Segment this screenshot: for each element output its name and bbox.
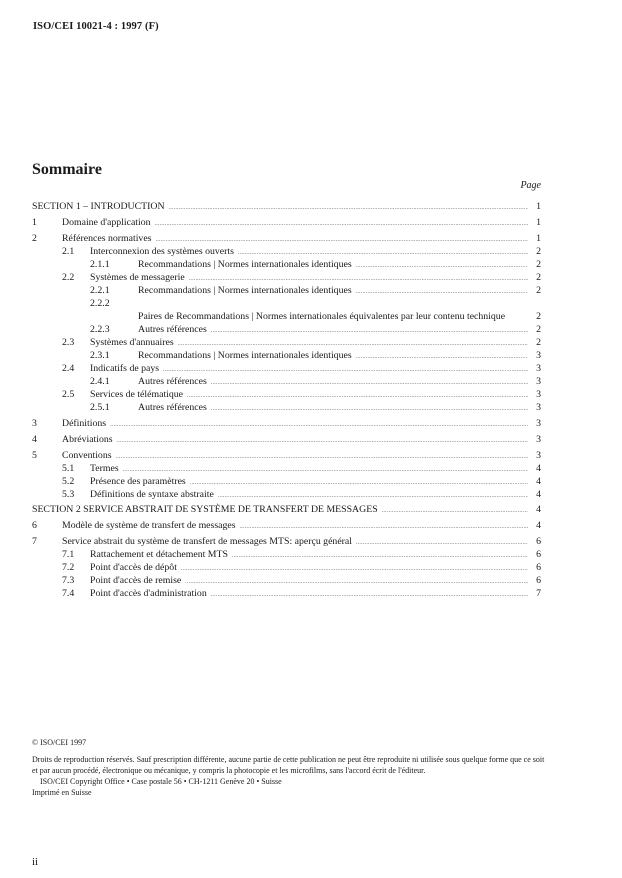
toc-entry[interactable] [32,548,541,561]
toc-entry-number: 2.2.2 [90,297,110,309]
toc-dot-leader [190,480,528,486]
toc-entry[interactable] [32,215,541,229]
toc-dot-leader [169,205,528,211]
toc-entry[interactable] [32,432,541,446]
toc-entry-number: 3 [32,417,37,429]
printed-in: Imprimé en Suisse [32,788,92,797]
toc-entry[interactable] [32,534,541,548]
toc-entry-page: 3 [536,349,541,361]
toc-entry-title: Rattachement et détachement MTS [90,549,228,560]
toc-dot-leader [356,263,528,269]
toc-entry[interactable] [32,284,541,297]
toc-dot-leader [116,454,528,460]
toc-dot-leader [189,276,528,282]
toc-dot-leader [185,579,528,585]
toc-entry-page: 6 [536,562,541,573]
toc-entry-page: 1 [536,216,541,228]
toc-entry-page: 3 [536,417,541,429]
copyright-line: © ISO/CEI 1997 [32,738,87,747]
toc-entry-title: Recommandations | Normes internationales identiques [138,284,352,296]
toc-entry-title: Conventions [62,449,112,461]
toc-entry-number: 2.2 [62,271,75,283]
toc-entry-title: Indicatifs de pays [90,362,160,374]
toc-entry[interactable] [32,200,541,213]
toc-entry[interactable] [32,271,541,284]
toc-entry-number: 6 [32,520,37,531]
toc-entry-number: 5.1 [62,462,75,474]
toc-entry-number: 7 [32,536,37,547]
toc-entry[interactable] [32,561,541,574]
toc-entry-title: Modèle de système de transfert de messages [62,520,236,531]
toc-entry-title: Autres références [138,401,207,413]
toc-entry[interactable] [32,401,541,414]
toc-entry[interactable] [32,362,541,375]
toc-entry-page: 3 [536,388,541,400]
toc-entry-page: 2 [536,258,541,270]
toc-entry-title: Autres références [138,323,207,335]
toc-entry-number: 2.2.3 [90,323,110,335]
toc-entry-title: SECTION 1 – INTRODUCTION [32,200,165,212]
toc-dot-leader [382,508,528,514]
toc-entry[interactable] [32,488,541,501]
toc-entry-page: 2 [536,284,541,296]
toc-entry[interactable] [32,518,541,532]
toc-entry-page: 6 [536,549,541,560]
toc-entry-number: 7.4 [62,588,75,599]
toc-entry-page: 1 [536,232,541,244]
toc-entry-page: 4 [536,475,541,487]
toc-dot-leader [181,566,528,572]
toc-dot-leader [178,341,528,347]
toc-entry-page: 2 [536,323,541,335]
toc-entry[interactable] [32,375,541,388]
toc-entry[interactable] [32,475,541,488]
toc-entry-number: 2 [32,232,37,244]
toc-entry-number: 5.2 [62,475,75,487]
toc-entry-number: 2.5.1 [90,401,110,413]
page-column-label: Page [520,180,541,191]
toc-entry[interactable] [32,245,541,258]
toc-dot-leader [117,438,528,444]
page-title: Sommaire [32,161,102,178]
toc-entry-number: 2.3.1 [90,349,110,361]
toc-entry-page: 3 [536,375,541,387]
toc-dot-leader [356,540,528,546]
toc-entry-page: 4 [536,520,541,531]
toc-entry-page: 3 [536,433,541,445]
toc-entry-page: 3 [536,362,541,374]
toc-entry-title: Définitions [62,417,107,429]
toc-entry-number: 7.1 [62,549,75,560]
toc-entry-number: 7.3 [62,575,75,586]
toc-dot-leader [163,367,528,373]
toc-dot-leader [356,289,528,295]
toc-dot-leader [123,467,528,473]
toc-entry-title: Services de télématique [90,388,184,400]
toc-entry[interactable] [32,231,541,245]
toc-dot-leader [211,380,528,386]
toc-dot-leader [211,406,528,412]
toc-entry-number: 5 [32,449,37,461]
toc-entry-page: 2 [536,271,541,283]
toc-entry-title: Autres références [138,375,207,387]
toc-entry-title: SECTION 2 SERVICE ABSTRAIT DE SYSTÈME DE TRANSFERT DE MESSAGES [32,504,378,515]
toc-entry-title: Recommandations | Normes internationales identiques [138,258,352,270]
toc-entry-title: Définitions de syntaxe abstraite [90,488,214,500]
toc-entry-number: 2.2.1 [90,284,110,296]
toc-entry[interactable] [32,336,541,349]
toc-entry-title: Service abstrait du système de transfert de messages MTS: aperçu général [62,536,352,547]
toc-dot-leader [155,221,528,227]
toc-entry-title: Systèmes de messagerie [90,271,185,283]
toc-entry[interactable] [32,587,541,600]
toc-entry-page: 3 [536,449,541,461]
toc-entry-number: 2.5 [62,388,75,400]
toc-dot-leader [356,354,528,360]
toc-entry-title: Références normatives [62,232,152,244]
toc-entry-title: Abréviations [62,433,113,445]
rights-notice: Droits de reproduction réservés. Sauf prescription différente, aucune partie de cette publication ne peut être reproduite ni utilisée sous quelque forme que ce soit et par aucun procédé, électronique ou mécanique, y compris la photocopie et les microfilms, sans l'accord écrit de l'éditeur. [32,755,545,775]
toc-dot-leader [187,393,528,399]
toc-entry-number: 4 [32,433,37,445]
toc-dot-leader [240,524,528,530]
toc-entry-page: 2 [536,336,541,348]
toc-dot-leader [232,553,528,559]
toc-entry-number: 2.1 [62,245,75,257]
toc-entry-page: 1 [536,200,541,212]
toc-entry-title: Présence des paramètres [90,475,186,487]
toc-entry-page: 2 [536,245,541,257]
toc-entry[interactable] [32,448,541,462]
toc-entry-page: 4 [536,504,541,515]
copyright-footer [32,737,547,798]
toc-entry-number: 7.2 [62,562,75,573]
toc-entry-page: 4 [536,488,541,500]
toc-entry[interactable] [32,349,541,362]
toc-dot-leader [218,493,528,499]
toc-entry-title: Paires de Recommandations | Normes internationales équivalentes par leur contenu technique [138,310,506,322]
toc-entry[interactable] [32,297,541,323]
toc-entry[interactable] [32,323,541,336]
toc-dot-leader [211,592,528,598]
toc-entry[interactable] [32,462,541,475]
toc-dot-leader [211,328,528,334]
toc-dot-leader [238,250,528,256]
toc-dot-leader [110,422,528,428]
toc-entry[interactable] [32,258,541,271]
toc-entry-title: Recommandations | Normes internationales identiques [138,349,352,361]
toc-entry-number: 2.4 [62,362,75,374]
toc-entry-number: 5.3 [62,488,75,500]
toc-entry-title: Point d'accès d'administration [90,588,207,599]
toc-entry-title: Point d'accès de dépôt [90,562,177,573]
toc-entry-title: Interconnexion des systèmes ouverts [90,245,234,257]
toc-entry-page: 7 [536,588,541,599]
toc-entry-title: Domaine d'application [62,216,151,228]
document-header: ISO/CEI 10021-4 : 1997 (F) [33,21,159,32]
table-of-contents [32,197,541,600]
toc-entry[interactable] [32,388,541,401]
toc-entry-title: Systèmes d'annuaires [90,336,174,348]
toc-entry[interactable] [32,503,541,516]
toc-entry-title: Termes [90,462,119,474]
toc-entry-page: 6 [536,575,541,586]
toc-entry-page: 3 [536,401,541,413]
toc-entry-number: 2.1.1 [90,258,110,270]
toc-entry-number: 2.3 [62,336,75,348]
toc-entry-page: 2 [536,310,541,322]
toc-dot-leader [156,237,529,243]
page-number: ii [32,856,39,868]
toc-entry[interactable] [32,416,541,430]
toc-entry-number: 1 [32,216,37,228]
toc-entry[interactable] [32,574,541,587]
toc-entry-title: Point d'accès de remise [90,575,182,586]
toc-entry-number: 2.4.1 [90,375,110,387]
toc-entry-page: 4 [536,462,541,474]
copyright-office: ISO/CEI Copyright Office • Case postale 56 • CH-1211 Genève 20 • Suisse [40,777,282,786]
toc-entry-page: 6 [536,536,541,547]
